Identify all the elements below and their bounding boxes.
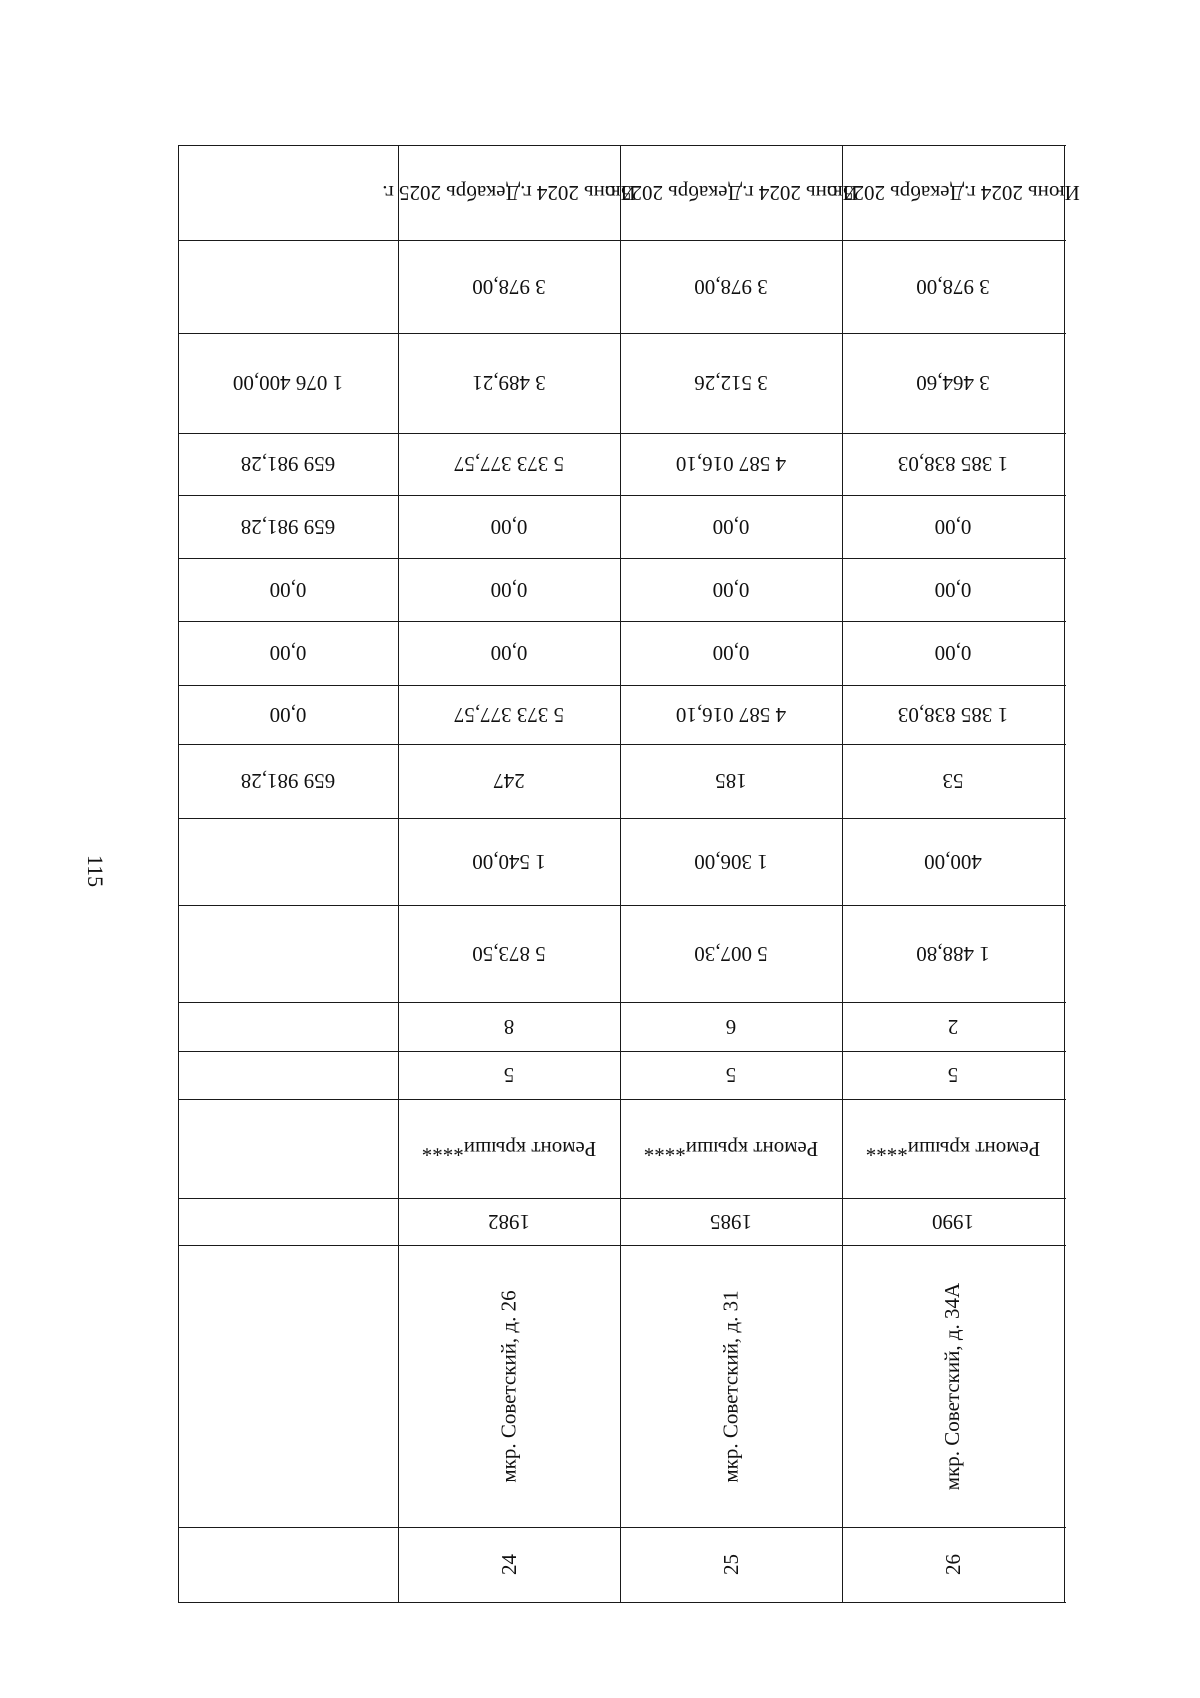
row24-no-cell — [398, 1527, 620, 1602]
row25-address-cell — [620, 1245, 842, 1527]
row26-limit-cost: 3 978,00 — [916, 275, 990, 299]
row24-address: мкр. Советский, д. 26 — [496, 1289, 521, 1483]
prev-limit-cost: 1 076 400,00 — [232, 371, 344, 396]
row26-area-living: 400,00 — [924, 850, 982, 874]
row24-cost-total: 5 373 377,57 — [453, 703, 565, 727]
row24-unit-cost: 3 489,21 — [472, 371, 546, 396]
row24-cost-c2: 0,00 — [490, 578, 528, 602]
grid-line — [1064, 145, 1065, 1603]
row24-period: Июнь 2024 г. Декабрь 2025 г. — [382, 180, 636, 205]
row26-work: Ремонт крыши**** — [865, 1137, 1041, 1161]
row26-unit-cost: 3 464,60 — [916, 371, 990, 396]
prev-cost-fund: 659 981,28 — [240, 515, 336, 539]
row24-entrances: 8 — [503, 1015, 515, 1039]
row24-cost-c1: 0,00 — [490, 641, 528, 666]
row25-unit-cost: 3 512,26 — [694, 371, 768, 396]
row26-period: Июнь 2024 г. Декабрь 2025 г. — [826, 180, 1080, 205]
row25-no: 25 — [718, 1554, 743, 1575]
row26-cost-c3: 0,00 — [934, 515, 972, 539]
row26-no: 26 — [940, 1554, 965, 1575]
row25-area-living: 1 306,00 — [694, 850, 768, 874]
prev-unit-cost: 659 981,28 — [240, 452, 336, 477]
page-number: 115 — [83, 854, 108, 888]
row26-cost-total: 1 385 838,03 — [897, 703, 1009, 727]
row26-entrances: 2 — [947, 1015, 959, 1039]
prev-cost-c1: 0,00 — [269, 703, 307, 727]
row25-cost-c3: 0,00 — [712, 515, 750, 539]
row26-cost-c2: 0,00 — [934, 578, 972, 602]
row24-limit-cost: 3 978,00 — [472, 275, 546, 299]
row25-address: мкр. Советский, д. 31 — [718, 1289, 743, 1483]
row25-entrances: 6 — [725, 1015, 737, 1039]
row24-floors: 5 — [503, 1063, 515, 1088]
row26-floors: 5 — [947, 1063, 959, 1088]
row26-residents: 53 — [942, 769, 964, 794]
row24-year: 1982 — [488, 1210, 530, 1234]
row25-no-cell — [620, 1527, 842, 1602]
row26-no-cell — [842, 1527, 1064, 1602]
row26-year: 1990 — [932, 1210, 974, 1234]
row24-cost-c3: 0,00 — [490, 515, 528, 539]
row26-cost-fund: 1 385 838,03 — [897, 452, 1009, 477]
row25-period: Июнь 2024 г. Декабрь 2025 г. — [604, 180, 858, 205]
row24-residents: 247 — [493, 769, 525, 794]
row26-cost-c1: 0,00 — [934, 641, 972, 666]
row25-residents: 185 — [715, 769, 747, 794]
row25-cost-total: 4 587 016,10 — [675, 703, 787, 727]
row25-limit-cost: 3 978,00 — [694, 275, 768, 299]
row24-cost-fund: 5 373 377,57 — [453, 452, 565, 477]
row24-area-total: 5 873,50 — [472, 942, 546, 966]
row24-work: Ремонт крыши**** — [421, 1137, 597, 1161]
row25-floors: 5 — [725, 1063, 737, 1088]
row24-area-living: 1 540,00 — [472, 850, 546, 874]
row25-cost-c1: 0,00 — [712, 641, 750, 666]
prev-cost-total: 659 981,28 — [240, 769, 336, 794]
row25-work: Ремонт крыши**** — [643, 1137, 819, 1161]
row25-area-total: 5 007,30 — [694, 942, 768, 966]
row25-cost-c2: 0,00 — [712, 578, 750, 602]
row25-cost-fund: 4 587 016,10 — [675, 452, 787, 477]
row26-area-total: 1 488,80 — [916, 942, 990, 966]
prev-cost-c2: 0,00 — [269, 641, 307, 666]
row26-address-cell — [842, 1245, 1064, 1527]
row26-address: мкр. Советский, д. 34А — [940, 1282, 965, 1490]
row24-no: 24 — [496, 1554, 521, 1575]
prev-cost-c3: 0,00 — [269, 578, 307, 602]
row25-year: 1985 — [710, 1210, 752, 1234]
row24-address-cell — [398, 1245, 620, 1527]
repair-table — [178, 145, 1080, 1603]
grid-line — [178, 1602, 1066, 1603]
